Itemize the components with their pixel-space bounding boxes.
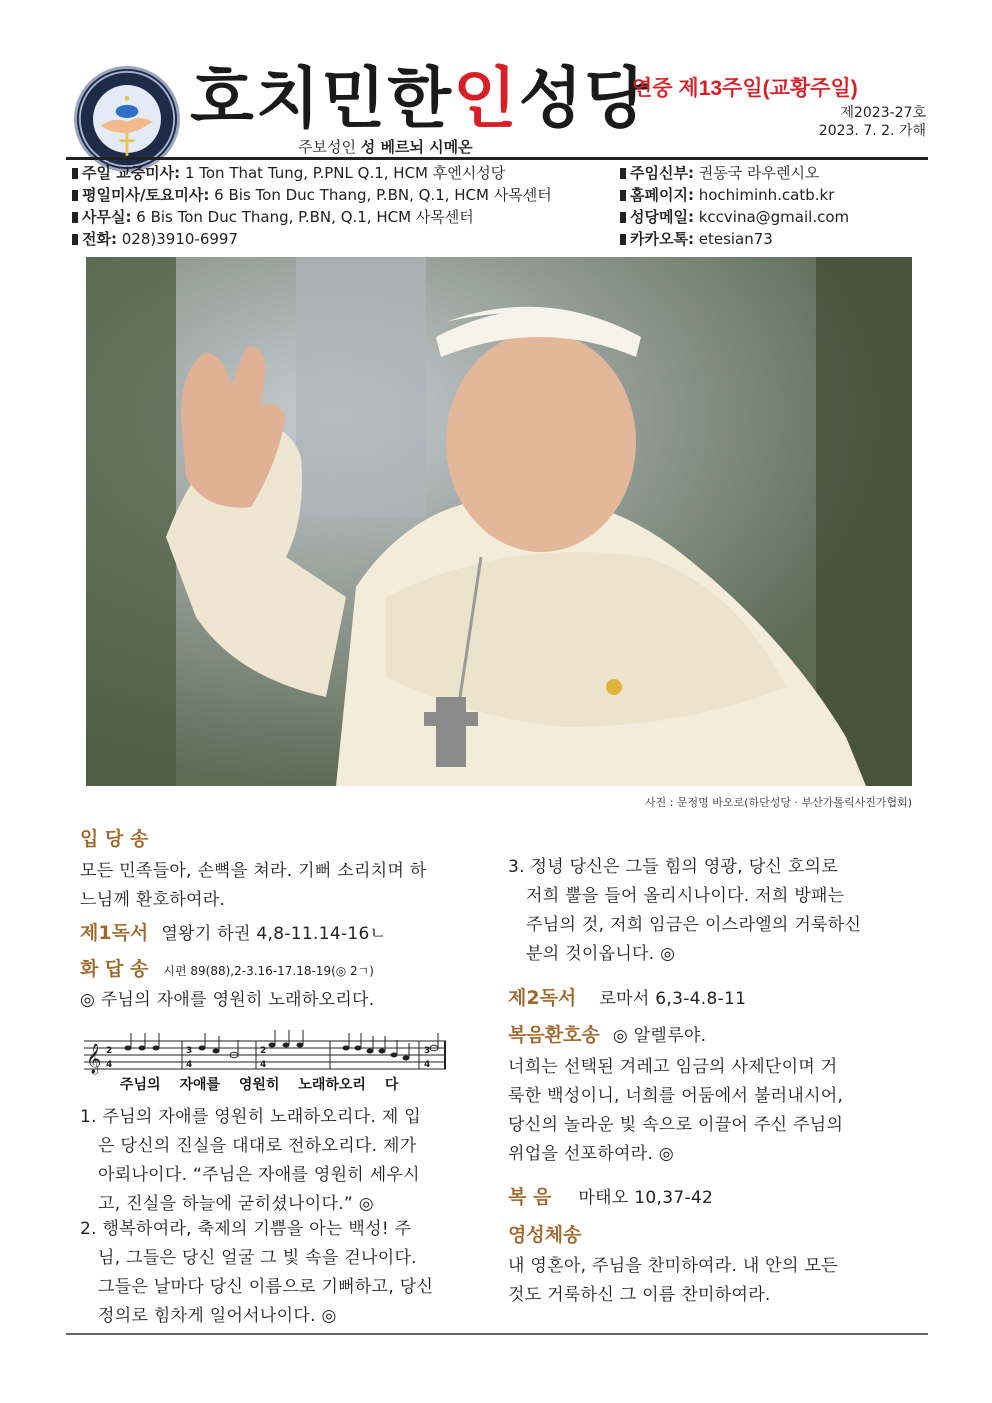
info-row: 성당메일: kccvina@gmail.com	[620, 206, 849, 228]
first-reading-ref: 열왕기 하권 4,8-11.14-16ㄴ	[161, 924, 387, 944]
bullet-square-icon	[620, 190, 626, 201]
gospel	[508, 1182, 713, 1213]
bullet-square-icon	[620, 234, 626, 245]
psalm	[80, 954, 374, 981]
psalm-title: 화 답 송	[80, 958, 149, 980]
info-row: 평일미사/토요미사: 6 Bis Ton Duc Thang, P.BN, Q.1, HCM 사목센터	[72, 184, 552, 206]
bullet-square-icon	[72, 234, 78, 245]
gospel-title: 복 음	[508, 1186, 552, 1208]
svg-text:4: 4	[186, 1060, 193, 1070]
info-row: 주일 교중미사: 1 Ton That Tung, P.PNL Q.1, HCM 후엔시성당	[72, 162, 552, 184]
svg-text:4: 4	[260, 1060, 267, 1070]
info-right	[620, 162, 849, 250]
music-staff	[84, 1027, 446, 1079]
first-reading-title: 제1독서	[80, 922, 149, 944]
pope-photo	[86, 257, 912, 786]
svg-text:2: 2	[260, 1046, 267, 1056]
second-reading-title: 제2독서	[508, 987, 577, 1009]
info-row: 사무실: 6 Bis Ton Duc Thang, P.BN, Q.1, HCM 사목센터	[72, 206, 552, 228]
gospel-acclamation-title: 복음환호송	[508, 1024, 600, 1046]
gospel-acclamation	[508, 1020, 706, 1051]
info-row: 홈페이지: hochiminh.catb.kr	[620, 184, 849, 206]
svg-text:2: 2	[106, 1046, 113, 1056]
info-row: 카카오톡: etesian73	[620, 228, 849, 250]
gospel-ref: 마태오 10,37-42	[578, 1188, 714, 1208]
first-reading	[80, 918, 386, 949]
info-row: 전화: 028)3910-6997	[72, 228, 552, 250]
psalm-ref: 시편 89(88),2-3.16-17.18-19(◎ 2ㄱ)	[163, 964, 374, 978]
liturgical-week: 연중 제13주일(교황주일)	[632, 77, 858, 100]
bullet-square-icon	[72, 190, 78, 201]
parish-title: 호치민한인성당	[190, 59, 651, 137]
patron-saint: 주보성인 성 베르뇌 시메온	[298, 138, 473, 156]
issue-number: 제2023-27호	[840, 105, 926, 121]
entrance-text: 모든 민족들아, 손뼉을 쳐라. 기뻐 소리치며 하 느님께 환호하여라.	[80, 861, 427, 910]
info-row: 주임신부: 권동국 라우렌시오	[620, 162, 849, 184]
svg-text:4: 4	[106, 1060, 113, 1070]
psalm-verse-1: 1. 주님의 자애를 영원히 노래하오리다. 제 입 은 당신의 진실을 대대로 전하오리다. 제가 아뢰나이다. “주님은 자애를 영원히 세우시 고, 진실을 하늘에 굳히셨나이다.” ◎	[80, 1107, 422, 1214]
homepage-link[interactable]: hochiminh.catb.kr	[693, 186, 835, 204]
patron-name: 성 베르뇌 시메온	[360, 138, 473, 156]
second-reading-ref: 로마서 6,3-4.8-11	[599, 989, 747, 1009]
psalm-verse-2: 2. 행복하여라, 축제의 기쁨을 아는 백성! 주 님, 그들은 당신 얼굴 그 빛 속을 걷나이다. 그들은 날마다 당신 이름으로 기뻐하고, 당신 정의로 힘차게 일어서나이다. ◎	[80, 1219, 434, 1326]
header-divider	[66, 157, 928, 160]
svg-text:3: 3	[186, 1046, 193, 1056]
pope-waving-image	[86, 257, 912, 786]
svg-text:𝄞: 𝄞	[86, 1044, 102, 1074]
bullet-square-icon	[72, 212, 78, 223]
gospel-acclamation-text: 너희는 선택된 겨레고 임금의 사제단이며 거 룩한 백성이니, 너희를 어둠에서 불러내시어, 당신의 놀라운 빛 속으로 이끌어 주신 주님의 위업을 선포하여라. ◎	[508, 1057, 844, 1164]
svg-text:3: 3	[424, 1046, 431, 1056]
issue-info	[819, 104, 926, 140]
logo-emblem-icon	[77, 69, 177, 169]
bullet-square-icon	[620, 168, 626, 179]
photo-caption: 사진 : 문정명 바오로(하단성당 · 부산가톨릭사진가협회)	[644, 796, 912, 809]
psalm-verse-3: 3. 정녕 당신은 그들 힘의 영광, 당신 호의로 저희 뿔을 들어 올리시나이다. 저희 방패는 주님의 것, 저희 임금은 이스라엘의 거룩하신 분의 것이옵니다. ◎	[508, 857, 862, 964]
info-left	[72, 162, 552, 250]
communion-text: 내 영혼아, 주님을 찬미하여라. 내 안의 모든 것도 거룩하신 그 이름 찬미하여라.	[508, 1256, 838, 1305]
bullet-square-icon	[72, 168, 78, 179]
gospel-acclamation-response: ◎ 알렐루야.	[612, 1026, 707, 1046]
psalm-response: ◎ 주님의 자애를 영원히 노래하오리다.	[80, 990, 375, 1010]
email-link[interactable]: kccvina@gmail.com	[693, 208, 850, 226]
svg-text:4: 4	[424, 1060, 431, 1070]
footer-divider	[66, 1333, 928, 1335]
music-notation-icon	[84, 1027, 446, 1079]
second-reading	[508, 983, 746, 1014]
issue-date: 2023. 7. 2. 가해	[818, 123, 926, 139]
psalm-lyrics: 주님의 자애를 영원히 노래하오리 다	[120, 1077, 399, 1093]
communion-title: 영성체송	[508, 1224, 582, 1246]
entrance-title: 입 당 송	[80, 828, 149, 850]
bullet-square-icon	[620, 212, 626, 223]
